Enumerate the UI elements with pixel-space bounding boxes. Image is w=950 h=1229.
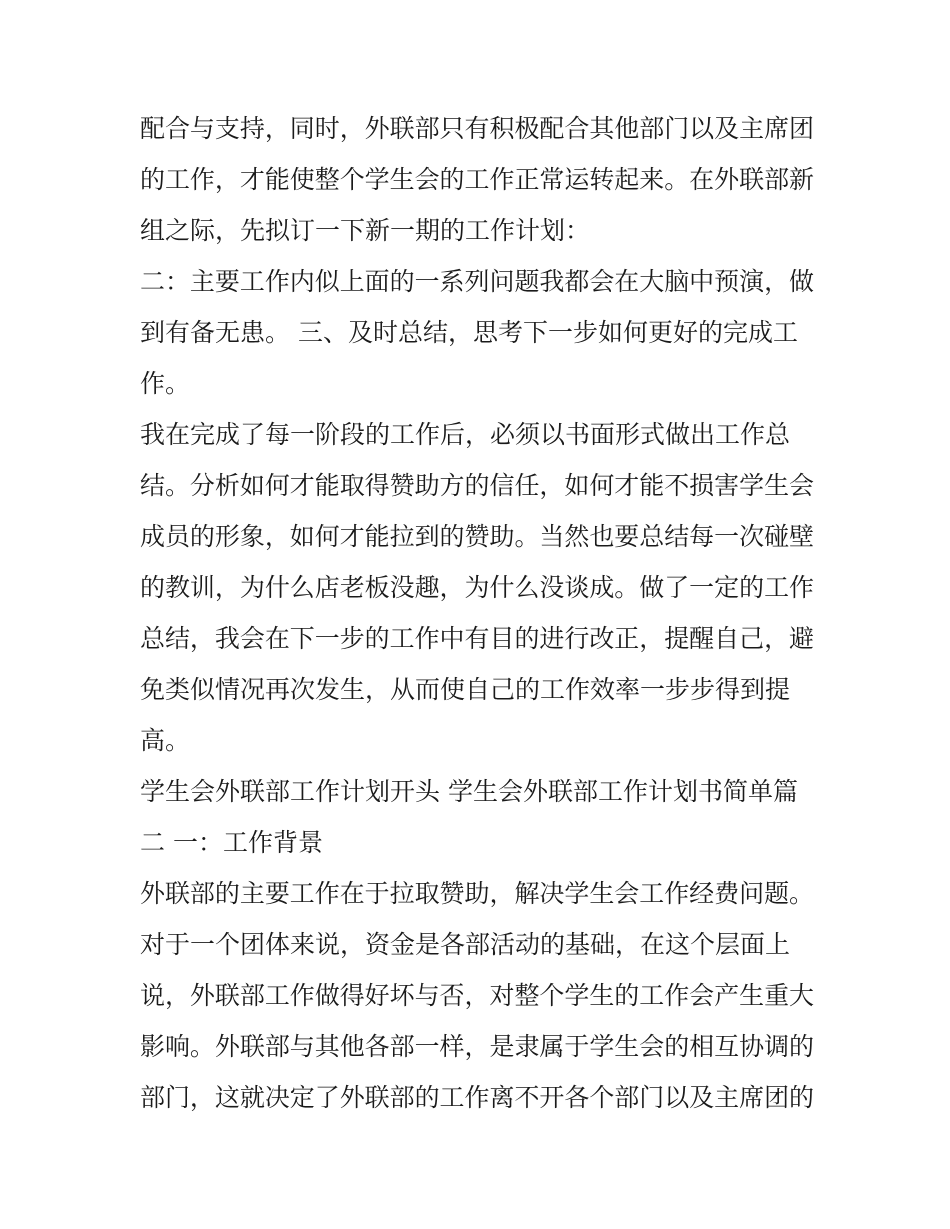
text-line: 对于一个团体来说，资金是各部活动的基础，在这个层面上: [140, 930, 791, 959]
text-line: 总结，我会在下一步的工作中有目的进行改正，提醒自己，避: [140, 624, 815, 653]
text-line: 我在完成了每一阶段的工作后，必须以书面形式做出工作总: [140, 420, 791, 449]
text-line: 成员的形象，如何才能拉到的赞助。当然也要总结每一次碰壁: [140, 522, 815, 551]
text-line: 影响。外联部与其他各部一样，是隶属于学生会的相互协调的: [140, 1032, 815, 1061]
text-line: 外联部的主要工作在于拉取赞助，解决学生会工作经费问题。: [140, 879, 815, 908]
text-line: 到有备无患。 三、及时总结，思考下一步如何更好的完成工: [140, 318, 798, 347]
text-line: 作。: [140, 369, 191, 398]
text-line: 配合与支持，同时，外联部只有积极配合其他部门以及主席团: [140, 114, 815, 143]
text-line: 组之际，先拟订一下新一期的工作计划：: [140, 216, 591, 245]
text-line: 的工作，才能使整个学生会的工作正常运转起来。在外联部新: [140, 165, 815, 194]
text-line: 部门，这就决定了外联部的工作离不开各个部门以及主席团的: [140, 1083, 815, 1112]
text-line: 二：主要工作内似上面的一系列问题我都会在大脑中预演，做: [140, 267, 815, 296]
text-line: 的教训，为什么店老板没趣，为什么没谈成。做了一定的工作: [140, 573, 815, 602]
text-line: 高。: [140, 726, 191, 755]
text-line: 学生会外联部工作计划开头 学生会外联部工作计划书简单篇: [140, 777, 798, 806]
text-line: 说，外联部工作做得好坏与否，对整个学生的工作会产生重大: [140, 981, 815, 1010]
text-line: 二 一：工作背景: [140, 828, 323, 857]
text-line: 结。分析如何才能取得赞助方的信任，如何才能不损害学生会: [140, 471, 815, 500]
text-line: 免类似情况再次发生，从而使自己的工作效率一步步得到提: [140, 675, 791, 704]
